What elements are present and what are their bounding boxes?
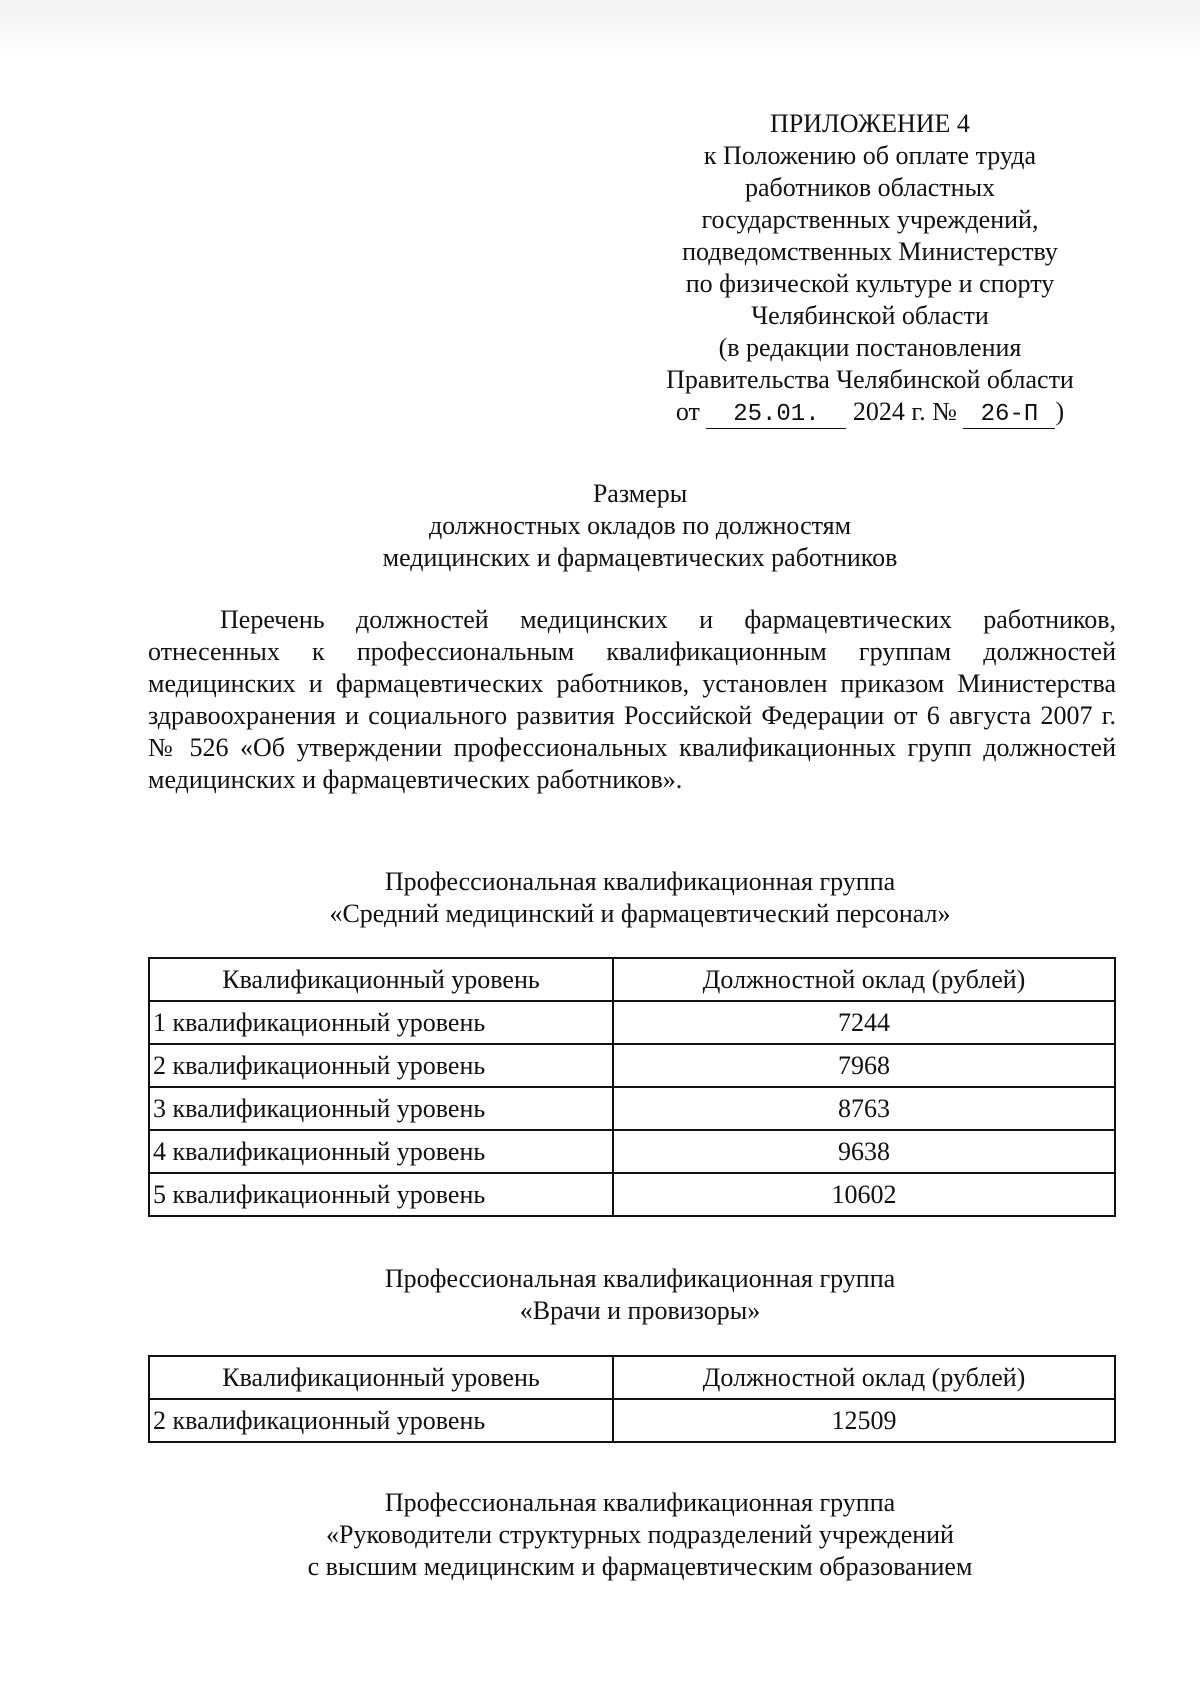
level-cell: 2 квалификационный уровень [149,1399,613,1442]
document-heading [150,478,1130,574]
appendix-line: к Положению об оплате труда [703,141,1037,170]
table-row [149,1001,1115,1044]
level-cell: 2 квалификационный уровень [149,1044,613,1087]
salary-table [148,957,1116,1217]
group-heading [150,866,1130,930]
scan-artifact [0,0,1200,60]
appendix-line: (в редакции постановления [718,333,1022,362]
heading-line: Размеры [592,479,688,508]
salary-cell: 7244 [613,1001,1115,1044]
date-prefix: от [675,397,700,426]
salary-table [148,1355,1116,1443]
group-title: Профессиональная квалификационная группа [384,867,896,896]
level-cell: 1 квалификационный уровень [149,1001,613,1044]
column-header: Квалификационный уровень [149,958,613,1001]
group-subtitle: «Руководители структурных подразделений учреждений [326,1520,954,1549]
appendix-line: Челябинской области [751,301,989,330]
table-header-row [149,958,1115,1001]
appendix-title: ПРИЛОЖЕНИЕ 4 [770,109,970,138]
column-header: Должностной оклад (рублей) [613,958,1115,1001]
group-heading [150,1487,1130,1583]
resolution-year: 2024 г. № [852,397,957,426]
salary-cell: 9638 [613,1130,1115,1173]
level-cell: 3 квалификационный уровень [149,1087,613,1130]
salary-cell: 8763 [613,1087,1115,1130]
salary-cell: 10602 [613,1173,1115,1216]
column-header: Должностной оклад (рублей) [613,1356,1115,1399]
group-heading [150,1263,1130,1327]
group-subtitle: «Средний медицинский и фармацевтический персонал» [329,899,951,928]
salary-cell: 12509 [613,1399,1115,1442]
heading-line: должностных окладов по должностям [428,511,852,540]
level-cell: 5 квалификационный уровень [149,1173,613,1216]
appendix-line: работников областных [744,173,996,202]
close-paren: ) [1055,397,1065,426]
table-row [149,1399,1115,1442]
group-subtitle: «Врачи и провизоры» [519,1296,761,1325]
intro-paragraph: Перечень должностей медицинских и фармацевтических работников, отнесенных к профессиональным квалификационным группам должностей медицинских и фармацевтических работников, установлен приказом Министерства здравоохранения и социального развития Российской Федерации от 6 августа 2007 г. № 526 «Об утверждении профессиональных квалификационных групп должностей медицинских и фармацевтических работников». [148,605,1116,794]
appendix-line: подведомственных Министерству [682,237,1058,266]
appendix-block [640,108,1100,429]
resolution-date: 25.01. [706,402,846,429]
table-row [149,1173,1115,1216]
table-row [149,1130,1115,1173]
salary-cell: 7968 [613,1044,1115,1087]
resolution-number: 26-П [963,402,1055,429]
appendix-line: по физической культуре и спорту [685,269,1055,298]
appendix-line: государственных учреждений, [701,205,1039,234]
appendix-date-line [640,396,1100,429]
table-header-row [149,1356,1115,1399]
group-title: Профессиональная квалификационная группа [384,1264,896,1293]
table-row [149,1044,1115,1087]
group-subtitle: с высшим медицинским и фармацевтическим образованием [307,1552,973,1581]
level-cell: 4 квалификационный уровень [149,1130,613,1173]
table-row [149,1087,1115,1130]
heading-line: медицинских и фармацевтических работников [382,543,898,572]
column-header: Квалификационный уровень [149,1356,613,1399]
appendix-line: Правительства Челябинской области [666,365,1074,394]
group-title: Профессиональная квалификационная группа [384,1488,896,1517]
